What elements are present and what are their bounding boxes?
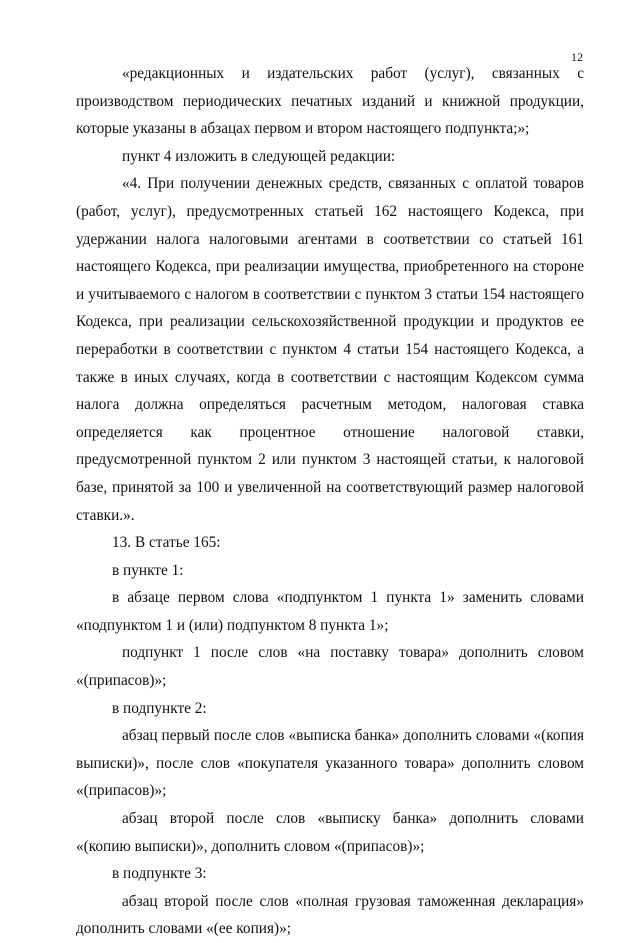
paragraph-subpoint-3-heading: в подпункте 3:: [112, 865, 207, 883]
document-body: [76, 60, 584, 943]
page-number: 12: [571, 50, 583, 64]
paragraph-point-1-heading: в пункте 1:: [112, 561, 184, 579]
paragraph-subpoint-2-heading: в подпункте 2:: [112, 699, 207, 717]
paragraph-subpoint-2-first-abzac: абзац первый после слов «выписка банка» дополнить словами «(копия выписки)», после слов «покупателя указанного товара» дополнить словом «(припасов)»;: [76, 727, 584, 800]
paragraph-article-165-heading: 13. В статье 165:: [112, 534, 221, 552]
paragraph-point-4-text: «4. При получении денежных средств, связанных с оплатой товаров (работ, услуг), предусмотренных статьей 162 настоящего Кодекса, при удержании налога налоговыми агентами в соответствии со статьей 161 настоящего Кодекса, при реализации имущества, приобретенного на стороне и учитываемого с налогом в соответствии с пунктом 3 статьи 154 настоящего Кодекса, при реализации сельскохозяйственной продукции и продуктов ее переработки в соответствии с пунктом 4 статьи 154 настоящего Кодекса, а также в иных случаях, когда в соответствии с настоящим Кодексом сумма налога должна определяться расчетным методом, налоговая ставка определяется как процентное отношение налоговой ставки, предусмотренной пунктом 2 или пунктом 3 настоящей статьи, к налоговой базе, принятой за 100 и увеличенной на соответствующий размер налоговой ставки.».: [76, 175, 584, 524]
paragraph-first-abzac-change: в абзаце первом слова «подпунктом 1 пункта 1» заменить словами «подпунктом 1 и (или) подпунктом 8 пункта 1»;: [76, 589, 584, 634]
paragraph-subpoint-1-change: подпункт 1 после слов «на поставку товара» дополнить словом «(припасов)»;: [76, 644, 584, 690]
paragraph-point-4-instruction: пункт 4 изложить в следующей редакции:: [122, 147, 396, 165]
paragraph-subpoint-2-second-abzac: абзац второй после слов «выписку банка» дополнить словами «(копию выписки)», дополнить словом «(припасов)»;: [76, 810, 584, 855]
paragraph-subpoint-3-second-abzac: абзац второй после слов «полная грузовая таможенная декларация» дополнить словами «(ее копия)»;: [76, 892, 584, 938]
paragraph-services-continuation: «редакционных и издательских работ (услуг), связанных с производством периодических печатных изданий и книжной продукции, которые указаны в абзацах первом и втором настоящего подпункта;»;: [76, 65, 584, 138]
